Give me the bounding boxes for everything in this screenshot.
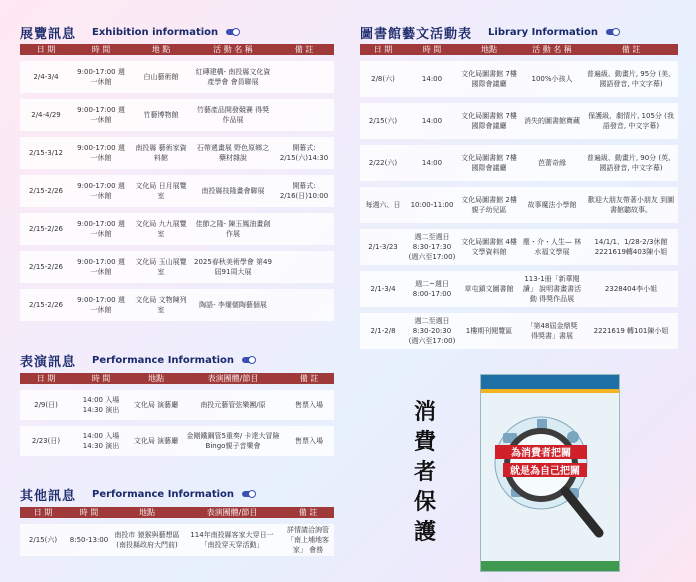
table-cell: 南投市 猿猴與藝想區 (南投縣政府大門前) (112, 524, 182, 556)
column-header: 日 期 (20, 44, 72, 55)
table-cell: 文化局 日月展覽室 (130, 175, 192, 207)
table-cell (274, 213, 334, 245)
table-row (360, 229, 678, 265)
table-cell: 石帶遞畫展 野色原鄉之藥材雜說 (192, 137, 274, 169)
table-cell: 陶語- 李燿儒陶藝個展 (192, 289, 274, 321)
table-cell: 南投縣 藝術家資料館 (130, 137, 192, 169)
table-cell: 文化局 九九展覽室 (130, 213, 192, 245)
table-cell: 2/15-2/26 (20, 251, 72, 283)
table-cell: 14:00 (406, 61, 458, 97)
table-cell: 歡迎大朋友帶著小朋友 到圖書館聽故事。 (584, 187, 678, 223)
column-header: 地點 (458, 44, 520, 55)
table-row (20, 289, 334, 321)
table-cell: 114年南投縣客家大穿日一 「南投穿天穿活動」 (182, 524, 282, 556)
poster-line1: 為消費者把關 (511, 448, 571, 459)
table-cell: 消失的圖書館寶藏 (520, 103, 584, 139)
table-cell: 2/15-2/26 (20, 289, 72, 321)
table-cell (274, 61, 334, 93)
table-cell: 芭蕾奇緣 (520, 145, 584, 181)
table-row (20, 175, 334, 207)
table-row (20, 524, 334, 556)
column-header: 地點 (130, 373, 182, 384)
consumer-protection-title: 消費者保護 (413, 400, 436, 545)
table-row (20, 426, 334, 456)
table-cell (274, 251, 334, 283)
column-header: 活 動 名 稱 (520, 44, 584, 55)
table-cell: 白山藝術館 (130, 61, 192, 93)
table-row (360, 313, 678, 349)
table-cell: 113-1冊「新華閱讀」 說明書畫書活動 得獎作品展 (520, 271, 584, 307)
table-cell: 文化局圖書館 7樓國際會議廳 (458, 61, 520, 97)
table-cell: 文化局 演藝廳 (130, 426, 182, 456)
performance-table (20, 373, 334, 456)
toggle-icon (226, 29, 238, 35)
table-cell: 14:00 (406, 145, 458, 181)
table-cell: 文化局 玉山展覽室 (130, 251, 192, 283)
table-cell: 2/1-3/23 (360, 229, 406, 265)
column-header: 日 期 (20, 507, 66, 518)
table-row (20, 390, 334, 420)
table-cell: 2221619 轉101陳小姐 (584, 313, 678, 349)
other-title: 其他訊息 (20, 488, 77, 504)
column-header: 時 間 (72, 44, 130, 55)
column-header: 表演團體/節目 (182, 373, 284, 384)
table-cell: 2/9(日) (20, 390, 72, 420)
table-cell: 保護級、劇情片, 105分 (我語發音, 中文字幕) (584, 103, 678, 139)
column-header: 備 註 (284, 373, 334, 384)
table-cell: 14:00 入場 14:30 演出 (72, 426, 130, 456)
table-cell: 文化局 文物陳列室 (130, 289, 192, 321)
table-cell: 文化局圖書館 4樓文學資料館 (458, 229, 520, 265)
column-header: 備 註 (282, 507, 334, 518)
library-table (360, 44, 678, 349)
exhibition-title-en: Exhibition information (92, 26, 219, 38)
table-row (360, 187, 678, 223)
exhibition-title: 展覽訊息 (20, 26, 77, 42)
table-cell: 2/1-3/4 (360, 271, 406, 307)
column-header: 時 間 (72, 373, 130, 384)
column-header: 日 期 (20, 373, 72, 384)
table-cell: 文化局 演藝廳 (130, 390, 182, 420)
table-cell: 文化局圖書館 7樓國際會議廳 (458, 103, 520, 139)
column-header: 地點 (112, 507, 182, 518)
table-cell: 9:00-17:00 週一休館 (72, 175, 130, 207)
table-cell: 9:00-17:00 週一休館 (72, 137, 130, 169)
table-cell: 2/22(六) (360, 145, 406, 181)
table-cell: 開幕式: 2/15(六)14:30 (274, 137, 334, 169)
toggle-icon (242, 357, 254, 363)
table-cell: 南投縣技隆畫會聯展 (192, 175, 274, 207)
table-cell: 普遍級、動畫片, 95分 (美、國語發音, 中文字幕) (584, 61, 678, 97)
column-header: 備 註 (274, 44, 334, 55)
table-row (360, 145, 678, 181)
column-header: 備 註 (584, 44, 678, 55)
exhibition-heading (20, 22, 238, 42)
toggle-icon (242, 491, 254, 497)
column-header: 地 點 (130, 44, 192, 55)
column-header: 表演團體/節目 (182, 507, 282, 518)
consumer-protection-poster (480, 374, 620, 572)
table-cell: 「第48屆金鼎獎 得獎書」書展 (520, 313, 584, 349)
table-cell: 2328404李小姐 (584, 271, 678, 307)
library-title-en: Library Information (488, 26, 598, 38)
table-cell: 塵・介・人生— 林水福文學展 (520, 229, 584, 265)
table-cell: 14:00 (406, 103, 458, 139)
table-cell: 文化局圖書館 7樓國際會議廳 (458, 145, 520, 181)
toggle-icon (606, 29, 618, 35)
table-cell: 9:00-17:00 週一休館 (72, 213, 130, 245)
table-row (20, 61, 334, 93)
table-cell: 南投元藝管弦樂團/原 (182, 390, 284, 420)
table-cell: 2/8(六) (360, 61, 406, 97)
column-header: 日 期 (360, 44, 406, 55)
table-cell: 9:00-17:00 週一休館 (72, 251, 130, 283)
table-row (360, 61, 678, 97)
performance-title-en: Performance Information (92, 354, 235, 366)
column-header: 活 動 名 稱 (192, 44, 274, 55)
table-cell: 9:00-17:00 週一休館 (72, 99, 130, 131)
table-cell: 週二至週日 8:30-17:30 (週六至17:00) (406, 229, 458, 265)
table-cell: 8:50-13:00 (66, 524, 112, 556)
table-cell: 2/15(六) (20, 524, 66, 556)
table-row (20, 213, 334, 245)
other-heading (20, 484, 254, 504)
performance-title: 表演訊息 (20, 354, 77, 370)
table-row (20, 251, 334, 283)
table-row (20, 99, 334, 131)
table-row (20, 137, 334, 169)
library-heading (360, 22, 618, 42)
table-cell: 週二至週日 8:30-20:30 (週六至17:00) (406, 313, 458, 349)
table-cell: 9:00-17:00 週一休館 (72, 289, 130, 321)
column-header: 時 間 (406, 44, 458, 55)
poster-line2: 就是為自己把關 (510, 466, 580, 477)
table-cell: 故事魔法小學館 (520, 187, 584, 223)
table-cell: 2025春秋美術學會 第49屆91周大展 (192, 251, 274, 283)
table-cell: 週二~週日 8:00-17:00 (406, 271, 458, 307)
table-cell (274, 289, 334, 321)
table-cell: 文化局圖書館 2樓親子幼兒區 (458, 187, 520, 223)
table-cell: 金剛鐵鋼管5重奏/ 卡達大冒險 Bingo親子音樂會 (182, 426, 284, 456)
table-cell: 2/4-4/29 (20, 99, 72, 131)
table-cell: 草屯鎮文圖書館 (458, 271, 520, 307)
table-cell: 2/15(六) (360, 103, 406, 139)
table-cell: 14/1/1、1/28-2/3休館 2221619轉403陳小姐 (584, 229, 678, 265)
table-cell: 10:00-11:00 (406, 187, 458, 223)
table-cell: 14:00 入場 14:30 演出 (72, 390, 130, 420)
magnifier-illustration (481, 393, 619, 571)
table-cell: 售票入場 (284, 426, 334, 456)
column-header: 時 間 (66, 507, 112, 518)
exhibition-table (20, 44, 334, 321)
table-cell: 100%小孩人 (520, 61, 584, 97)
table-row (360, 103, 678, 139)
table-cell: 2/1-2/8 (360, 313, 406, 349)
library-title: 圖書館藝文活動表 (360, 26, 473, 42)
table-cell: 竹藝產品開發競賽 得獎作品展 (192, 99, 274, 131)
table-cell: 2/15-2/26 (20, 175, 72, 207)
table-cell: 紅磚建構- 南投縣文化資產學會 會員聯展 (192, 61, 274, 93)
table-cell: 2/23(日) (20, 426, 72, 456)
performance-heading (20, 350, 254, 370)
table-cell: 2/4-3/4 (20, 61, 72, 93)
other-table (20, 507, 334, 556)
table-cell: 2/15-2/26 (20, 213, 72, 245)
table-cell: 普遍級、動畫片, 90分 (英、國語發音, 中文字幕) (584, 145, 678, 181)
table-cell: 9:00-17:00 週一休館 (72, 61, 130, 93)
table-cell: 竹藝博物館 (130, 99, 192, 131)
table-cell: 佳節之隆- 陳玉鳳油畫創作展 (192, 213, 274, 245)
table-cell: 每週六、日 (360, 187, 406, 223)
table-cell (274, 99, 334, 131)
table-cell: 2/15-3/12 (20, 137, 72, 169)
table-cell: 開幕式: 2/16(日)10:00 (274, 175, 334, 207)
table-cell: 1樓期刊閱覽區 (458, 313, 520, 349)
table-row (360, 271, 678, 307)
poster-top-bar (481, 375, 619, 389)
other-title-en: Performance Information (92, 488, 235, 500)
table-cell: 詳情請洽詢管 「南上埔地客家」 會務 (282, 524, 334, 556)
table-cell: 售票入場 (284, 390, 334, 420)
